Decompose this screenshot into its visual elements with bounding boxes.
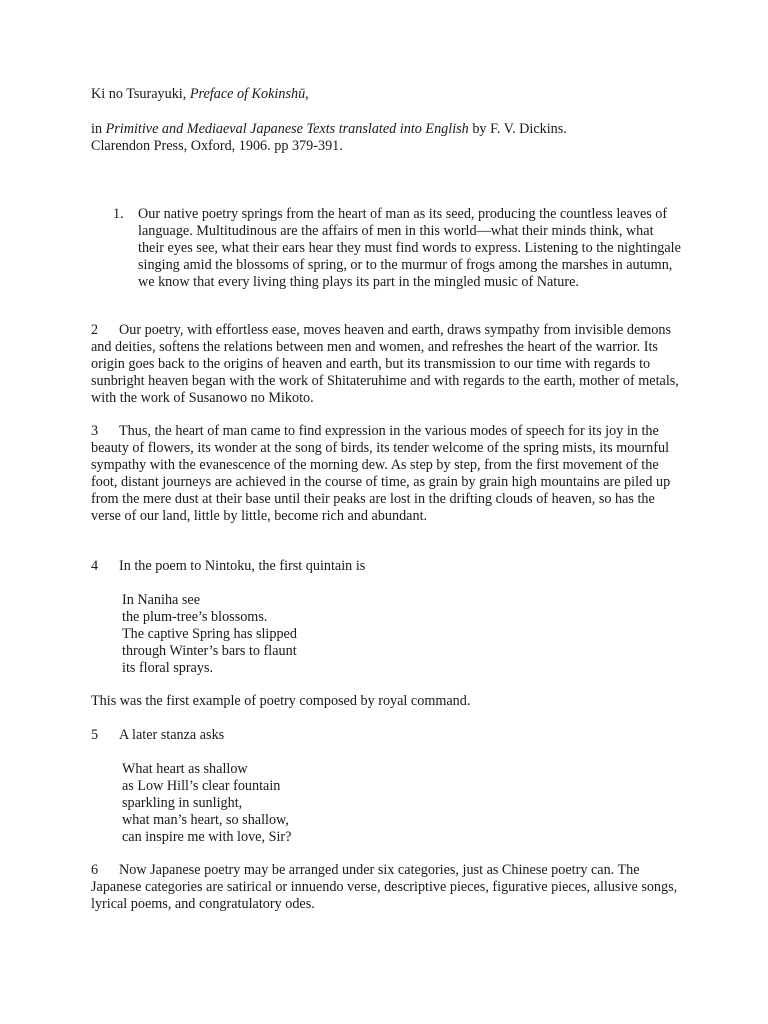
paragraph-number: 2 — [91, 322, 99, 338]
paragraph-6 — [91, 862, 681, 913]
poem-line: The captive Spring has slipped — [122, 626, 297, 642]
source-citation — [91, 121, 681, 155]
source-publisher: Clarendon Press, Oxford, 1906. pp 379-391. — [91, 138, 343, 154]
paragraph-text: Thus, the heart of man came to find expression in the various modes of speech for its joy in the beauty of flowers, its wonder at the song of birds, its tender welcome of the spring mists, its mournful sympathy with the evanescence of the morning dew. As step by step, from the first movement of the foot, distant journeys are achieved in the course of time, as grain by grain high mountains are piled up from the mere dust at their base until their peaks are lost in the drifting clouds of heaven, so has the verse of our land, little by little, become rich and abundant. — [91, 423, 671, 524]
poem-line: its floral sprays. — [122, 660, 214, 676]
paragraph-text: Our poetry, with effortless ease, moves heaven and earth, draws sympathy from invisible demons and deities, softens the relations between men and women, and refreshes the heart of the warrior. Its origin goes back to the origins of heaven and earth, but its transmission to our time with regards to sunbright heaven began with the work of Shitateruhime and with regards to the earth, mother of metals, with the work of Susanowo no Mikoto. — [91, 322, 679, 406]
poem-line: the plum-tree’s blossoms. — [122, 609, 268, 625]
author-name: Ki no Tsurayuki, — [91, 86, 190, 102]
poem-line: as Low Hill’s clear fountain — [122, 778, 281, 794]
paragraph-text: Our native poetry springs from the heart of man as its seed, producing the countless leaves of language. Multitudinous are the affairs of men in this world—what their minds think, what their eyes see, what their ears hear they must find words to express. Listening to the nightingale singing amid the blossoms of spring, or to the murmur of frogs among the marshes in autumn, we know that every living thing plays its part in the mingled music of Nature. — [138, 206, 681, 290]
poem-line: In Naniha see — [122, 592, 200, 608]
title-trailing-comma: , — [305, 86, 309, 102]
paragraph-text: Now Japanese poetry may be arranged under six categories, just as Chinese poetry can. The Japanese categories are satirical or innuendo verse, descriptive pieces, figurative pieces, allusive songs, lyrical poems, and congratulatory odes. — [91, 862, 678, 912]
paragraph-3 — [91, 423, 681, 525]
paragraph-number: 4 — [91, 558, 99, 574]
source-prefix: in — [91, 121, 106, 137]
poem-quintain-1 — [122, 592, 712, 677]
paragraph-number: 3 — [91, 423, 99, 439]
paragraph-4 — [91, 558, 681, 575]
paragraph-text: In the poem to Nintoku, the first quintain is — [119, 558, 366, 574]
paragraph-number: 1. — [113, 206, 124, 222]
poem-note: This was the first example of poetry composed by royal command. — [91, 693, 471, 709]
paragraph-number: 6 — [91, 862, 99, 878]
document-title — [91, 86, 681, 103]
paragraph-number: 5 — [91, 727, 99, 743]
poem-line: what man’s heart, so shallow, — [122, 812, 289, 828]
paragraph-2 — [91, 322, 681, 407]
work-title: Preface of Kokinshū — [189, 86, 306, 102]
paragraph-1 — [113, 206, 681, 291]
poem-line: can inspire me with love, Sir? — [122, 829, 292, 845]
paragraph-text: A later stanza asks — [119, 727, 225, 743]
poem-stanza-2 — [122, 761, 712, 846]
poem-line: through Winter’s bars to flaunt — [122, 643, 297, 659]
poem-line: What heart as shallow — [122, 761, 248, 777]
source-book-title: Primitive and Mediaeval Japanese Texts translated into English — [105, 121, 469, 137]
source-translator: by F. V. Dickins. — [468, 121, 567, 137]
poem-line: sparkling in sunlight, — [122, 795, 243, 811]
paragraph-5 — [91, 727, 681, 744]
